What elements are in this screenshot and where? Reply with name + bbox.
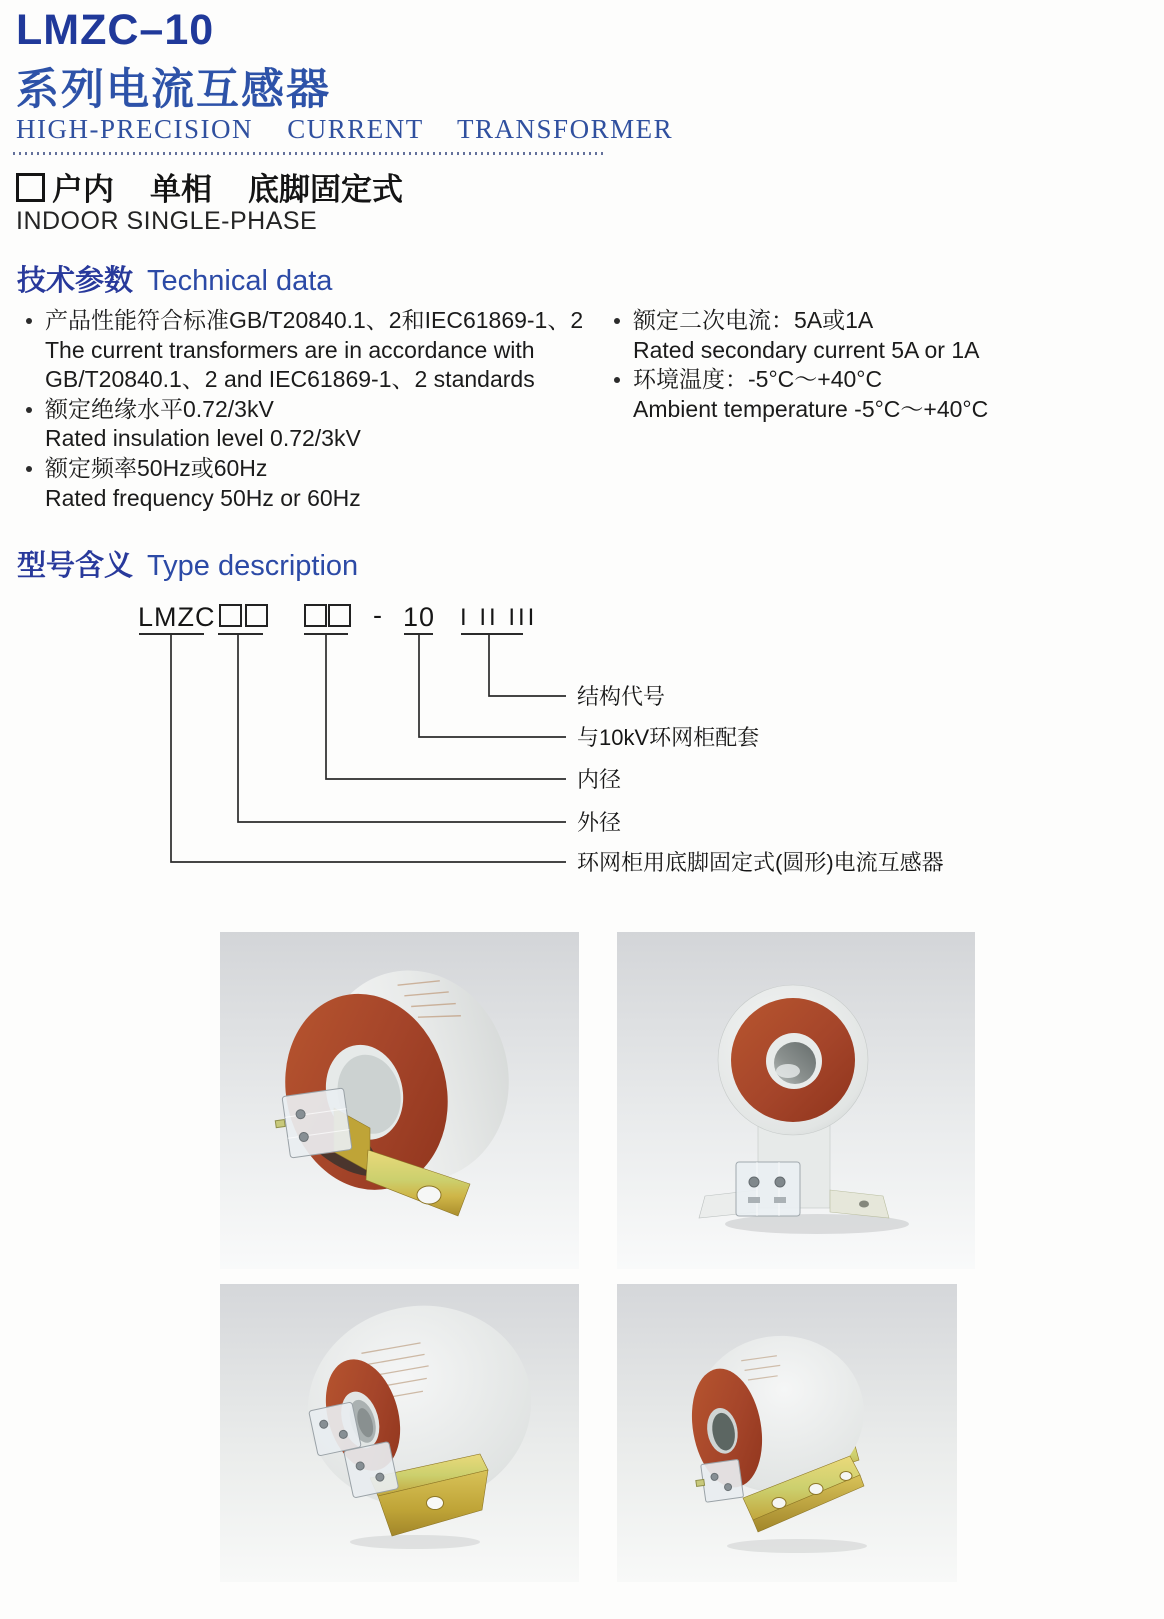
bracket-hole-3 [840,1472,852,1481]
base-hole [859,1201,869,1208]
blank-box-pair-inner [305,605,350,626]
list-item [24,336,583,366]
ct-front-ring-illustration [617,932,975,1269]
connector-lines [171,634,566,862]
center-hole [774,1042,816,1084]
code-structure: I II III [460,604,538,631]
list-item [24,395,583,425]
list-item [612,395,988,425]
diagram-label-outer-diameter: 外径 [577,810,622,835]
technical-list-right [612,306,988,424]
bracket-hole [427,1497,444,1510]
heading-en: Type description [147,550,359,582]
code-brand: LMZC [138,602,216,632]
list-item-text: 额定绝缘水平0.72/3kV [45,395,274,422]
list-item [24,306,583,336]
subtitle-item-foot-mounted: 底脚固定式 [248,172,403,207]
ground-shadow [350,1535,480,1549]
bullet-dot [614,318,620,324]
list-item-text: Rated secondary current 5A or 1A [633,336,980,363]
list-item-text: Ambient temperature -5°C～+40°C [633,395,989,422]
bracket-hole-1 [772,1498,786,1509]
ct-tilted-ring-illustration [220,932,579,1269]
blank-box-pair-outer [220,605,267,626]
page-title-series: 系列电流互感器 [16,66,331,114]
code-voltage: 10 [403,602,436,632]
checkbox-square [16,173,45,202]
terminal-block [736,1162,800,1216]
list-item-text: 环境温度：-5°C～+40°C [633,366,883,393]
ct-angled-body-illustration [220,1284,579,1582]
list-item-text: 额定二次电流：5A或1A [633,307,874,333]
diagram-label-inner-diameter: 内径 [577,767,622,792]
subtitle-item-indoor: 户内 [52,172,114,207]
subtitle-en: INDOOR SINGLE-PHASE [16,207,318,235]
heading-zh: 型号含义 [17,550,134,582]
list-item [24,424,583,454]
list-item-text: The current transformers are in accordance with [45,336,535,363]
terminal-block-upper [309,1402,362,1456]
list-item-text: Rated frequency 50Hz or 60Hz [45,484,361,511]
terminal-block-lower [344,1442,399,1499]
diagram-label-structure-code: 结构代号 [577,684,666,709]
list-item [24,454,583,484]
technical-data-heading [17,258,332,299]
list-item-text: 产品性能符合标准GB/T20840.1、2和IEC61869-1、2 [45,307,584,333]
bullet-dot [26,466,32,472]
subtitle-zh [16,164,403,209]
bullet-dot [26,318,32,324]
page-title-english: HIGH-PRECISION CURRENT TRANSFORMER [16,114,674,144]
product-photo-3 [220,1284,579,1582]
type-code-diagram [100,590,1000,880]
technical-list-left [24,306,583,513]
product-photo-4 [617,1284,957,1582]
diagram-label-10kv-rmu: 与10kV环网柜配套 [577,725,760,750]
dotted-divider [13,152,603,155]
hole-highlight [776,1064,800,1078]
list-item-text: GB/T20840.1、2 and IEC61869-1、2 standards [45,366,535,393]
product-photo-1 [220,932,579,1269]
bracket-hole-2 [809,1484,823,1495]
bullet-dot [614,377,620,383]
list-item [612,365,988,395]
ct-angled-flange-illustration [617,1284,957,1582]
heading-zh: 技术参数 [17,265,134,297]
page-title-model: LMZC–10 [16,6,215,54]
ground-shadow [727,1539,867,1553]
heading-en: Technical data [147,265,333,297]
diagram-label-product-family: 环网柜用底脚固定式(圆形)电流互感器 [577,850,944,875]
list-item [24,484,583,514]
bracket-hole [417,1186,441,1204]
list-item-text: 额定频率50Hz或60Hz [45,454,268,481]
bullet-dot [26,407,32,413]
code-dash: - [373,600,383,630]
product-photo-2 [617,932,975,1269]
list-item [612,306,988,336]
subtitle-item-single-phase: 单相 [150,172,212,207]
type-description-heading [17,543,358,584]
list-item [24,365,583,395]
list-item-text: Rated insulation level 0.72/3kV [45,425,361,452]
list-item [612,336,988,366]
